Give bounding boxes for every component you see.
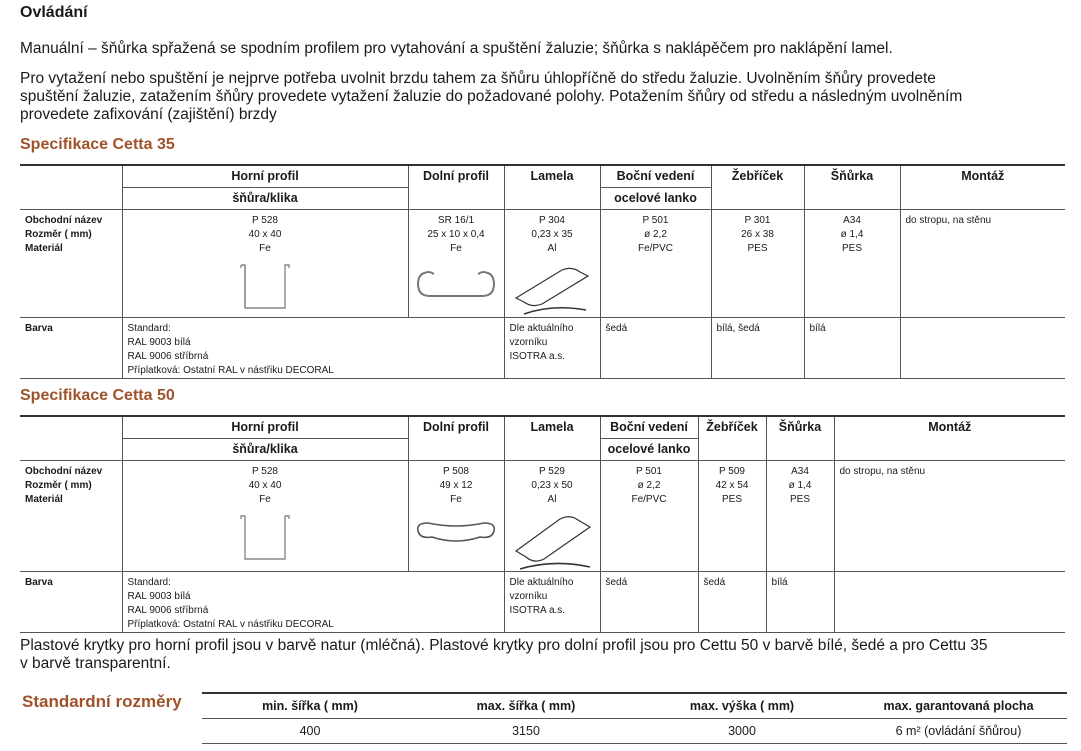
cell-bocni-vedeni [600, 460, 698, 571]
cell-value: Příplatková: Ostatní RAL v nástřiku DECORAL [127, 364, 334, 376]
label-rozmer: Rozměr ( mm) [25, 479, 92, 491]
cell-value: Dle aktuálního [509, 322, 574, 334]
cell-zebricek [698, 460, 766, 571]
cell-value: P 529 [539, 465, 565, 477]
header-blank [20, 165, 122, 209]
cell-bocni-vedeni [600, 209, 711, 317]
cell-barva-montaz [834, 571, 1065, 632]
header-dolni-profil: Dolní profil [408, 416, 504, 460]
bottom-profile-drawing [414, 515, 498, 549]
cell-value: Fe/PVC [631, 493, 667, 505]
section-heading-dimensions: Standardní rozměry [22, 692, 182, 711]
header-horni-profil: Horní profil [122, 165, 408, 187]
cell-value: ø 1,4 [840, 228, 864, 240]
cell-value: 40 x 40 [248, 228, 282, 240]
header-dolni-profil: Dolní profil [408, 165, 504, 209]
cell-value: RAL 9006 stříbrná [127, 350, 209, 362]
cell-barva-standard [122, 571, 504, 632]
cell-value: P 301 [744, 214, 771, 226]
label-obchodni-nazev: Obchodní název [25, 214, 103, 226]
cell-value: 49 x 12 [439, 479, 473, 491]
cell-value: Dle aktuálního [509, 576, 574, 588]
spec-table-cetta35 [20, 164, 1065, 379]
section-heading-cetta50: Specifikace Cetta 50 [20, 387, 175, 404]
dim-value-max-area: 6 m² (ovládání šňůrou) [850, 719, 1067, 744]
page-title: Ovládání [20, 4, 88, 21]
label-material: Materiál [25, 493, 63, 505]
dim-value-max-height: 3000 [634, 719, 850, 744]
cell-value: ø 2,2 [644, 228, 667, 240]
cell-value: A34 [843, 214, 861, 226]
cell-value: Standard: [127, 322, 171, 334]
cell-barva-lamela [504, 571, 600, 632]
cell-value: RAL 9006 stříbrná [127, 604, 209, 616]
header-blank [20, 416, 122, 460]
cell-value: PES [841, 242, 862, 254]
cell-value: RAL 9003 bílá [127, 336, 191, 348]
subheader-bocni: ocelové lanko [600, 438, 698, 460]
label-barva: Barva [20, 317, 122, 378]
cell-value: Al [547, 493, 557, 505]
cell-montaz: do stropu, na stěnu [834, 460, 1065, 571]
cell-horni-profil [122, 460, 408, 571]
cell-barva-bocni: šedá [600, 317, 711, 378]
cell-value: Fe [450, 242, 462, 254]
cell-value: P 501 [636, 465, 662, 477]
cell-horni-profil [122, 209, 408, 317]
cell-value: Příplatková: Ostatní RAL v nástřiku DECORAL [127, 618, 334, 630]
cell-value: P 528 [252, 214, 278, 226]
dim-header-min-width: min. šířka ( mm) [202, 693, 418, 719]
paragraph-brake-instructions [20, 70, 962, 124]
dim-header-max-width: max. šířka ( mm) [418, 693, 634, 719]
cell-value: Fe [450, 493, 462, 505]
paragraph-control-type: Manuální – šňůrka spřažená se spodním profilem pro vytahování a spuštění žaluzie; šňůrka s naklápěčem pro naklápění lamel. [20, 40, 893, 57]
header-snurka: Šňůrka [766, 416, 834, 460]
cell-barva-zebricek: šedá [698, 571, 766, 632]
cell-value: PES [721, 493, 742, 505]
cell-lamela [504, 460, 600, 571]
top-profile-drawing [235, 515, 295, 563]
subheader-horni: šňůra/klika [122, 187, 408, 209]
subheader-bocni: ocelové lanko [600, 187, 711, 209]
cell-snurka [766, 460, 834, 571]
cell-snurka [804, 209, 900, 317]
cell-value: vzorníku [509, 590, 548, 602]
cell-value: vzorníku [509, 336, 548, 348]
paragraph-line: Pro vytažení nebo spuštění je nejprve potřeba uvolnit brzdu tahem za šňůru úhlopříčně do středu žaluzie. Uvolněním šňůry provedete [20, 70, 936, 87]
slat-drawing [510, 515, 596, 571]
cell-barva-bocni: šedá [600, 571, 698, 632]
cell-value: Fe/PVC [637, 242, 673, 254]
header-lamela: Lamela [504, 416, 600, 460]
header-montaz: Montáž [900, 165, 1065, 209]
cell-value: Al [547, 242, 557, 254]
cell-value: ø 2,2 [637, 479, 661, 491]
cell-lamela [504, 209, 600, 317]
dim-value-max-width: 3150 [418, 719, 634, 744]
note-plastic-caps [20, 637, 988, 673]
cell-value: 26 x 38 [741, 228, 774, 240]
cell-value: 0,23 x 50 [531, 479, 573, 491]
subheader-horni: šňůra/klika [122, 438, 408, 460]
row-labels [20, 209, 122, 317]
cell-dolni-profil [408, 460, 504, 571]
cell-value: P 508 [443, 465, 469, 477]
cell-value: P 509 [719, 465, 745, 477]
cell-dolni-profil [408, 209, 504, 317]
spec-table-cetta50 [20, 415, 1065, 633]
cell-barva-montaz [900, 317, 1065, 378]
cell-value: Fe [259, 242, 271, 254]
cell-barva-snurka: bílá [804, 317, 900, 378]
cell-zebricek [711, 209, 804, 317]
label-barva: Barva [20, 571, 122, 632]
header-horni-profil: Horní profil [122, 416, 408, 438]
cell-value: A34 [791, 465, 809, 477]
dim-header-max-area: max. garantovaná plocha [850, 693, 1067, 719]
cell-value: ø 1,4 [788, 479, 812, 491]
slat-drawing [510, 264, 596, 316]
cell-value: Standard: [127, 576, 171, 588]
paragraph-line: spuštění žaluzie, zatažením šňůry provedete vytažení žaluzie do požadované polohy. Potažením šňůry od středu a následným uvolněním [20, 88, 963, 105]
note-line: v barvě transparentní. [20, 655, 171, 672]
cell-value: RAL 9003 bílá [127, 590, 191, 602]
label-rozmer: Rozměr ( mm) [25, 228, 92, 240]
cell-barva-standard [122, 317, 504, 378]
dim-header-max-height: max. výška ( mm) [634, 693, 850, 719]
note-line: Plastové krytky pro horní profil jsou v barvě natur (mléčná). Plastové krytky pro dolní profil jsou pro Cettu 50 v barvě bílé, šedé a pro Cettu 35 [20, 637, 988, 654]
top-profile-drawing [235, 264, 295, 312]
cell-value: 40 x 40 [248, 479, 282, 491]
cell-value: P 304 [539, 214, 565, 226]
cell-value: 25 x 10 x 0,4 [427, 228, 485, 240]
header-snurka: Šňůrka [804, 165, 900, 209]
cell-barva-zebricek: bílá, šedá [711, 317, 804, 378]
dimensions-table [202, 692, 1067, 744]
section-heading-cetta35: Specifikace Cetta 35 [20, 136, 175, 153]
header-zebricek: Žebříček [698, 416, 766, 460]
label-obchodni-nazev: Obchodní název [25, 465, 103, 477]
cell-value: PES [747, 242, 768, 254]
cell-value: 42 x 54 [715, 479, 749, 491]
header-zebricek: Žebříček [711, 165, 804, 209]
paragraph-line: provedete zafixování (zajištění) brzdy [20, 106, 277, 123]
cell-value: Fe [259, 493, 271, 505]
cell-value: PES [789, 493, 810, 505]
cell-value: 0,23 x 35 [531, 228, 573, 240]
header-lamela: Lamela [504, 165, 600, 209]
cell-value: ISOTRA a.s. [509, 350, 566, 362]
cell-barva-snurka: bílá [766, 571, 834, 632]
cell-value: P 501 [642, 214, 669, 226]
dim-value-min-width: 400 [202, 719, 418, 744]
header-bocni-vedeni: Boční vedení [600, 165, 711, 187]
cell-value: P 528 [252, 465, 278, 477]
row-labels [20, 460, 122, 571]
cell-value: SR 16/1 [437, 214, 475, 226]
header-bocni-vedeni: Boční vedení [600, 416, 698, 438]
bottom-profile-drawing [414, 264, 498, 304]
cell-barva-lamela [504, 317, 600, 378]
cell-value: ISOTRA a.s. [509, 604, 566, 616]
label-material: Materiál [25, 242, 63, 254]
cell-montaz: do stropu, na stěnu [900, 209, 1065, 317]
header-montaz: Montáž [834, 416, 1065, 460]
